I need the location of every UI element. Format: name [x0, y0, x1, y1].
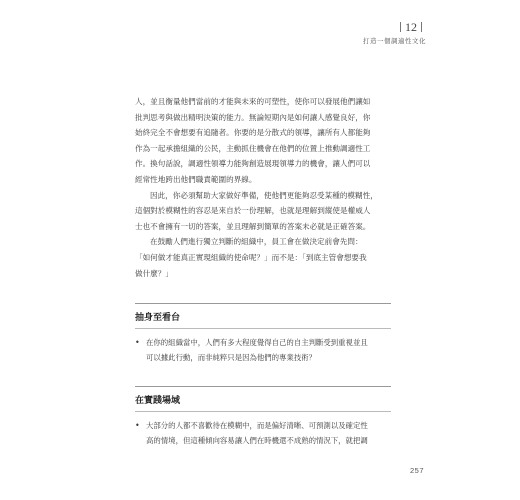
running-header [363, 20, 426, 45]
bullet-dot-icon: • [135, 421, 140, 430]
bullet-line: 在你的組織當中，人們有多大程度覺得自己的自主判斷受到重視並且 [146, 338, 368, 347]
text-line: 始終完全不會想要有追隨者。你要的是分散式的領導，讓所有人都能夠 [135, 128, 371, 138]
text-line: 經常性地跨出他們職責範圍的界線。 [135, 174, 257, 184]
sidebar-box-practice [135, 386, 391, 448]
text-line: 作。換句話說，調適性領導力能夠創造展現領導力的機會，讓人們可以 [135, 159, 371, 169]
text-line: 批判思考與做出精明決策的能力。無論短期內是如何讓人感覺良好，你 [135, 112, 371, 122]
text-line: 這個對於模糊性的容忍是來自於一份理解，也就是理解到縱使是權威人 [135, 206, 371, 216]
box-title-rule [135, 328, 391, 329]
text-line: 做什麼？」 [135, 268, 173, 278]
paragraph-2 [135, 188, 395, 235]
box-bullet [135, 418, 391, 448]
box-title: 抽身至看台 [135, 313, 181, 323]
paragraph-1 [135, 94, 395, 188]
text-line: 在鼓勵人們進行獨立判斷的組織中，員工會在做決定前會先問： [150, 237, 363, 247]
box-title-rule [135, 411, 391, 412]
text-line: 士也不會擁有一切的答案，並且理解到簡單的答案未必就是正確答案。 [135, 221, 371, 231]
divider-bar [400, 22, 401, 32]
bullet-line: 高的情境，但這種傾向容易讓人們在時機還不成熟的情況下，就把調 [146, 436, 368, 445]
divider-bar [421, 22, 422, 32]
text-line: 人，並且衡量他們當前的才能與未來的可塑性，使你可以發展他們讓如 [135, 97, 371, 106]
bullet-line: 大部分的人都不喜歡待在模糊中，而是偏好清晰、可預測以及確定性 [146, 421, 368, 430]
chapter-number-line [363, 20, 426, 34]
chapter-number: 12 [405, 20, 417, 34]
text-line: 「如何做才能真正實現組織的使命呢？」而不是：「到底主管會想要我 [135, 252, 367, 262]
bullet-line: 可以據此行動，而非純粹只是因為他們的專業技術？ [146, 353, 316, 362]
body-text [135, 94, 395, 281]
text-line: 因此，你必須幫助大家做好準備，使他們更能夠忍受某種的模糊性， [150, 190, 378, 200]
box-bullet [135, 335, 391, 365]
page-folio: 257 [409, 466, 424, 475]
chapter-title: 打造一個調適性文化 [363, 37, 426, 45]
text-line: 作為一起承擔組織的公民，主動抓住機會在他們的位置上推動調適性工 [135, 143, 371, 153]
sidebar-box-balcony [135, 303, 391, 365]
paragraph-3 [135, 234, 395, 281]
bullet-dot-icon: • [135, 338, 140, 347]
box-title: 在實踐場域 [135, 396, 181, 406]
